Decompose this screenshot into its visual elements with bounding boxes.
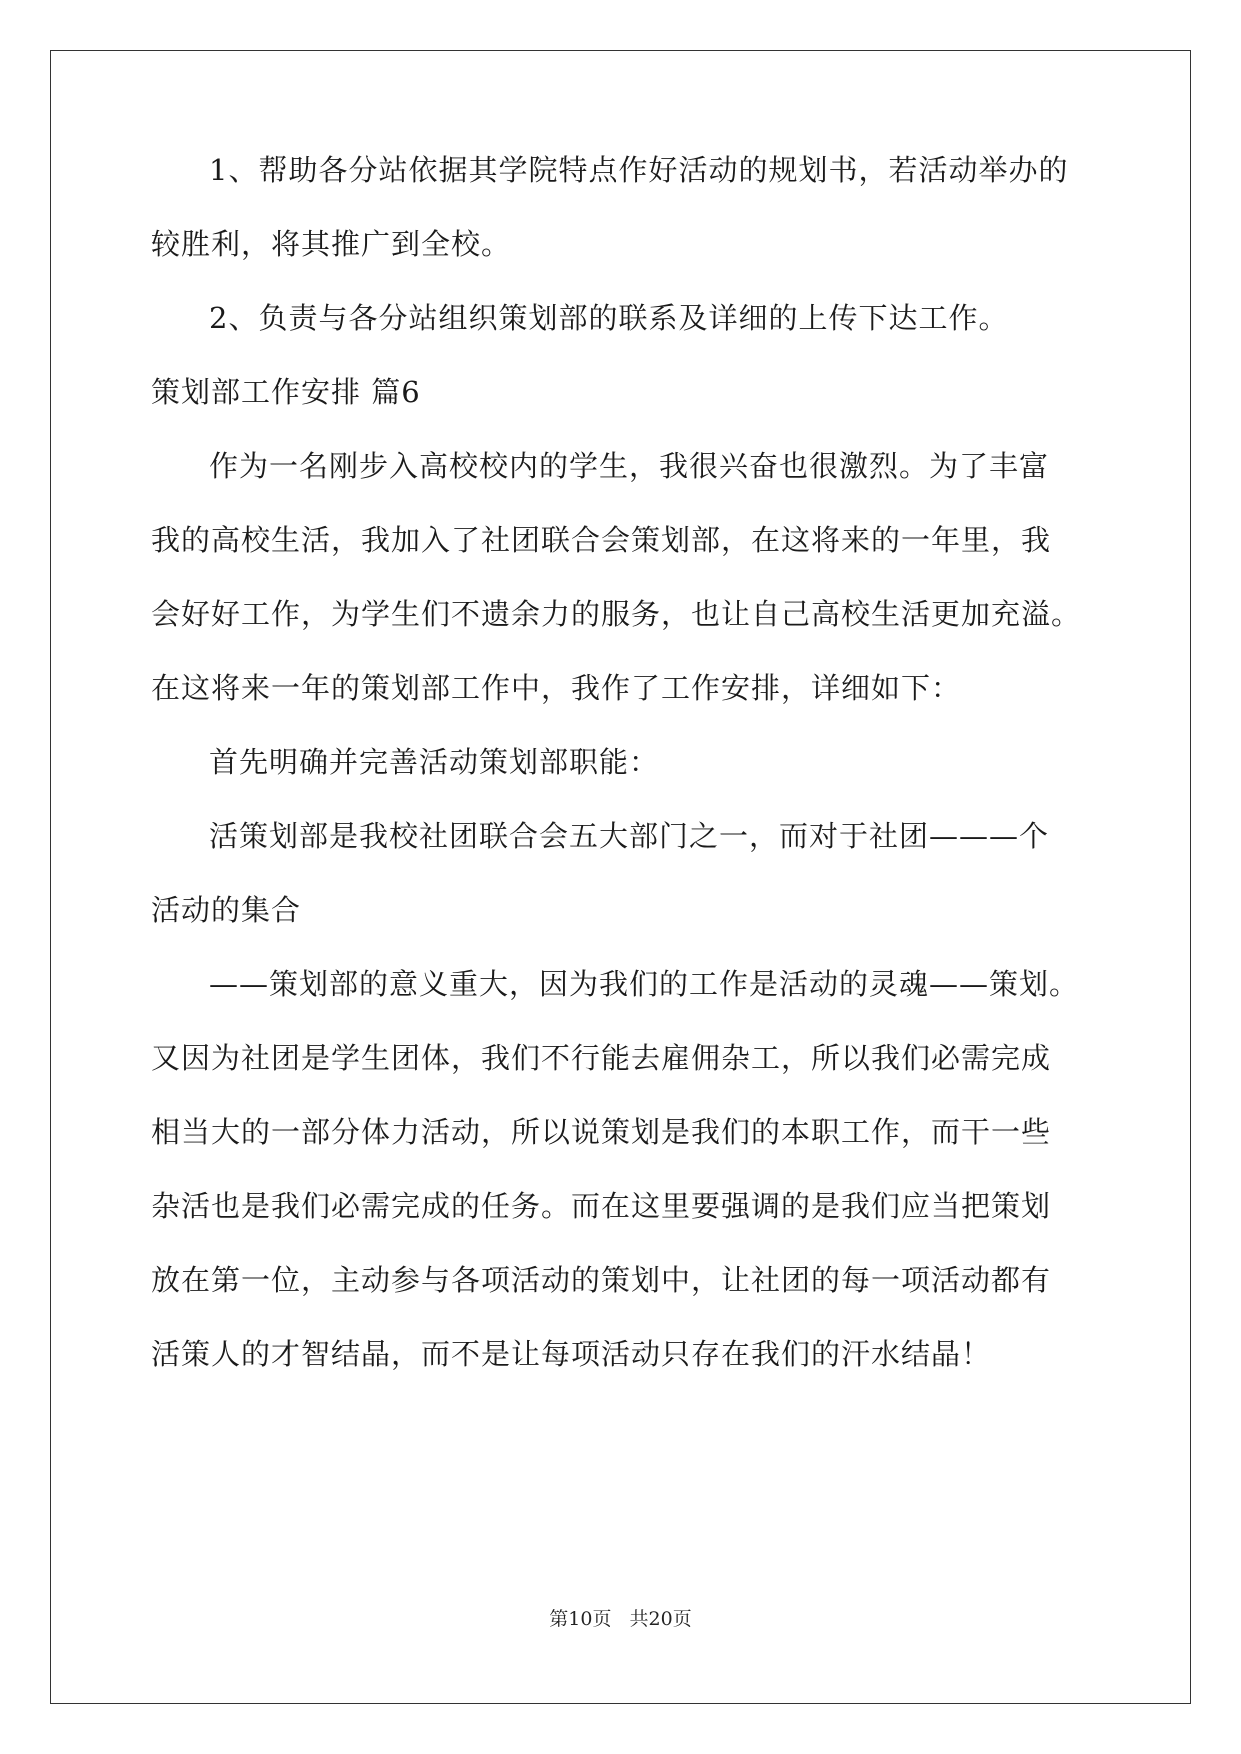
paragraph-line: 相当大的一部分体力活动，所以说策划是我们的本职工作，而干一些 xyxy=(151,1115,1052,1149)
paragraph-line: 活策划部是我校社团联合会五大部门之一，而对于社团———个 xyxy=(209,819,1050,853)
paragraph-line: 杂活也是我们必需完成的任务。而在这里要强调的是我们应当把策划 xyxy=(151,1189,1052,1223)
paragraph-line: 活策人的才智结晶，而不是让每项活动只存在我们的汗水结晶！ xyxy=(151,1337,992,1371)
paragraph-line: 2、负责与各分站组织策划部的联系及详细的上传下达工作。 xyxy=(209,301,1009,335)
paragraph-line: 我的高校生活，我加入了社团联合会策划部，在这将来的一年里，我 xyxy=(151,523,1052,557)
paragraph-line: 在这将来一年的策划部工作中，我作了工作安排，详细如下： xyxy=(151,671,962,705)
page-total: 共20页 xyxy=(629,1608,692,1630)
paragraph-line: 会好好工作，为学生们不遗余力的服务，也让自己高校生活更加充溢。 xyxy=(151,597,1082,631)
page-number: 第10页 xyxy=(549,1608,612,1630)
paragraph-line: 较胜利，将其推广到全校。 xyxy=(151,227,512,261)
paragraph-line: 作为一名刚步入高校校内的学生，我很兴奋也很激烈。为了丰富 xyxy=(209,449,1050,483)
page-footer xyxy=(0,1604,1241,1631)
section-heading: 策划部工作安排 篇6 xyxy=(151,375,421,409)
paragraph-line: 首先明确并完善活动策划部职能： xyxy=(209,745,660,779)
paragraph-line: 又因为社团是学生团体，我们不行能去雇佣杂工，所以我们必需完成 xyxy=(151,1041,1052,1075)
paragraph-line: 活动的集合 xyxy=(151,893,302,927)
paragraph-line: 1、帮助各分站依据其学院特点作好活动的规划书，若活动举办的 xyxy=(209,153,1069,187)
paragraph-line: ——策划部的意义重大，因为我们的工作是活动的灵魂——策划。 xyxy=(209,967,1080,1001)
paragraph-line: 放在第一位，主动参与各项活动的策划中，让社团的每一项活动都有 xyxy=(151,1263,1052,1297)
